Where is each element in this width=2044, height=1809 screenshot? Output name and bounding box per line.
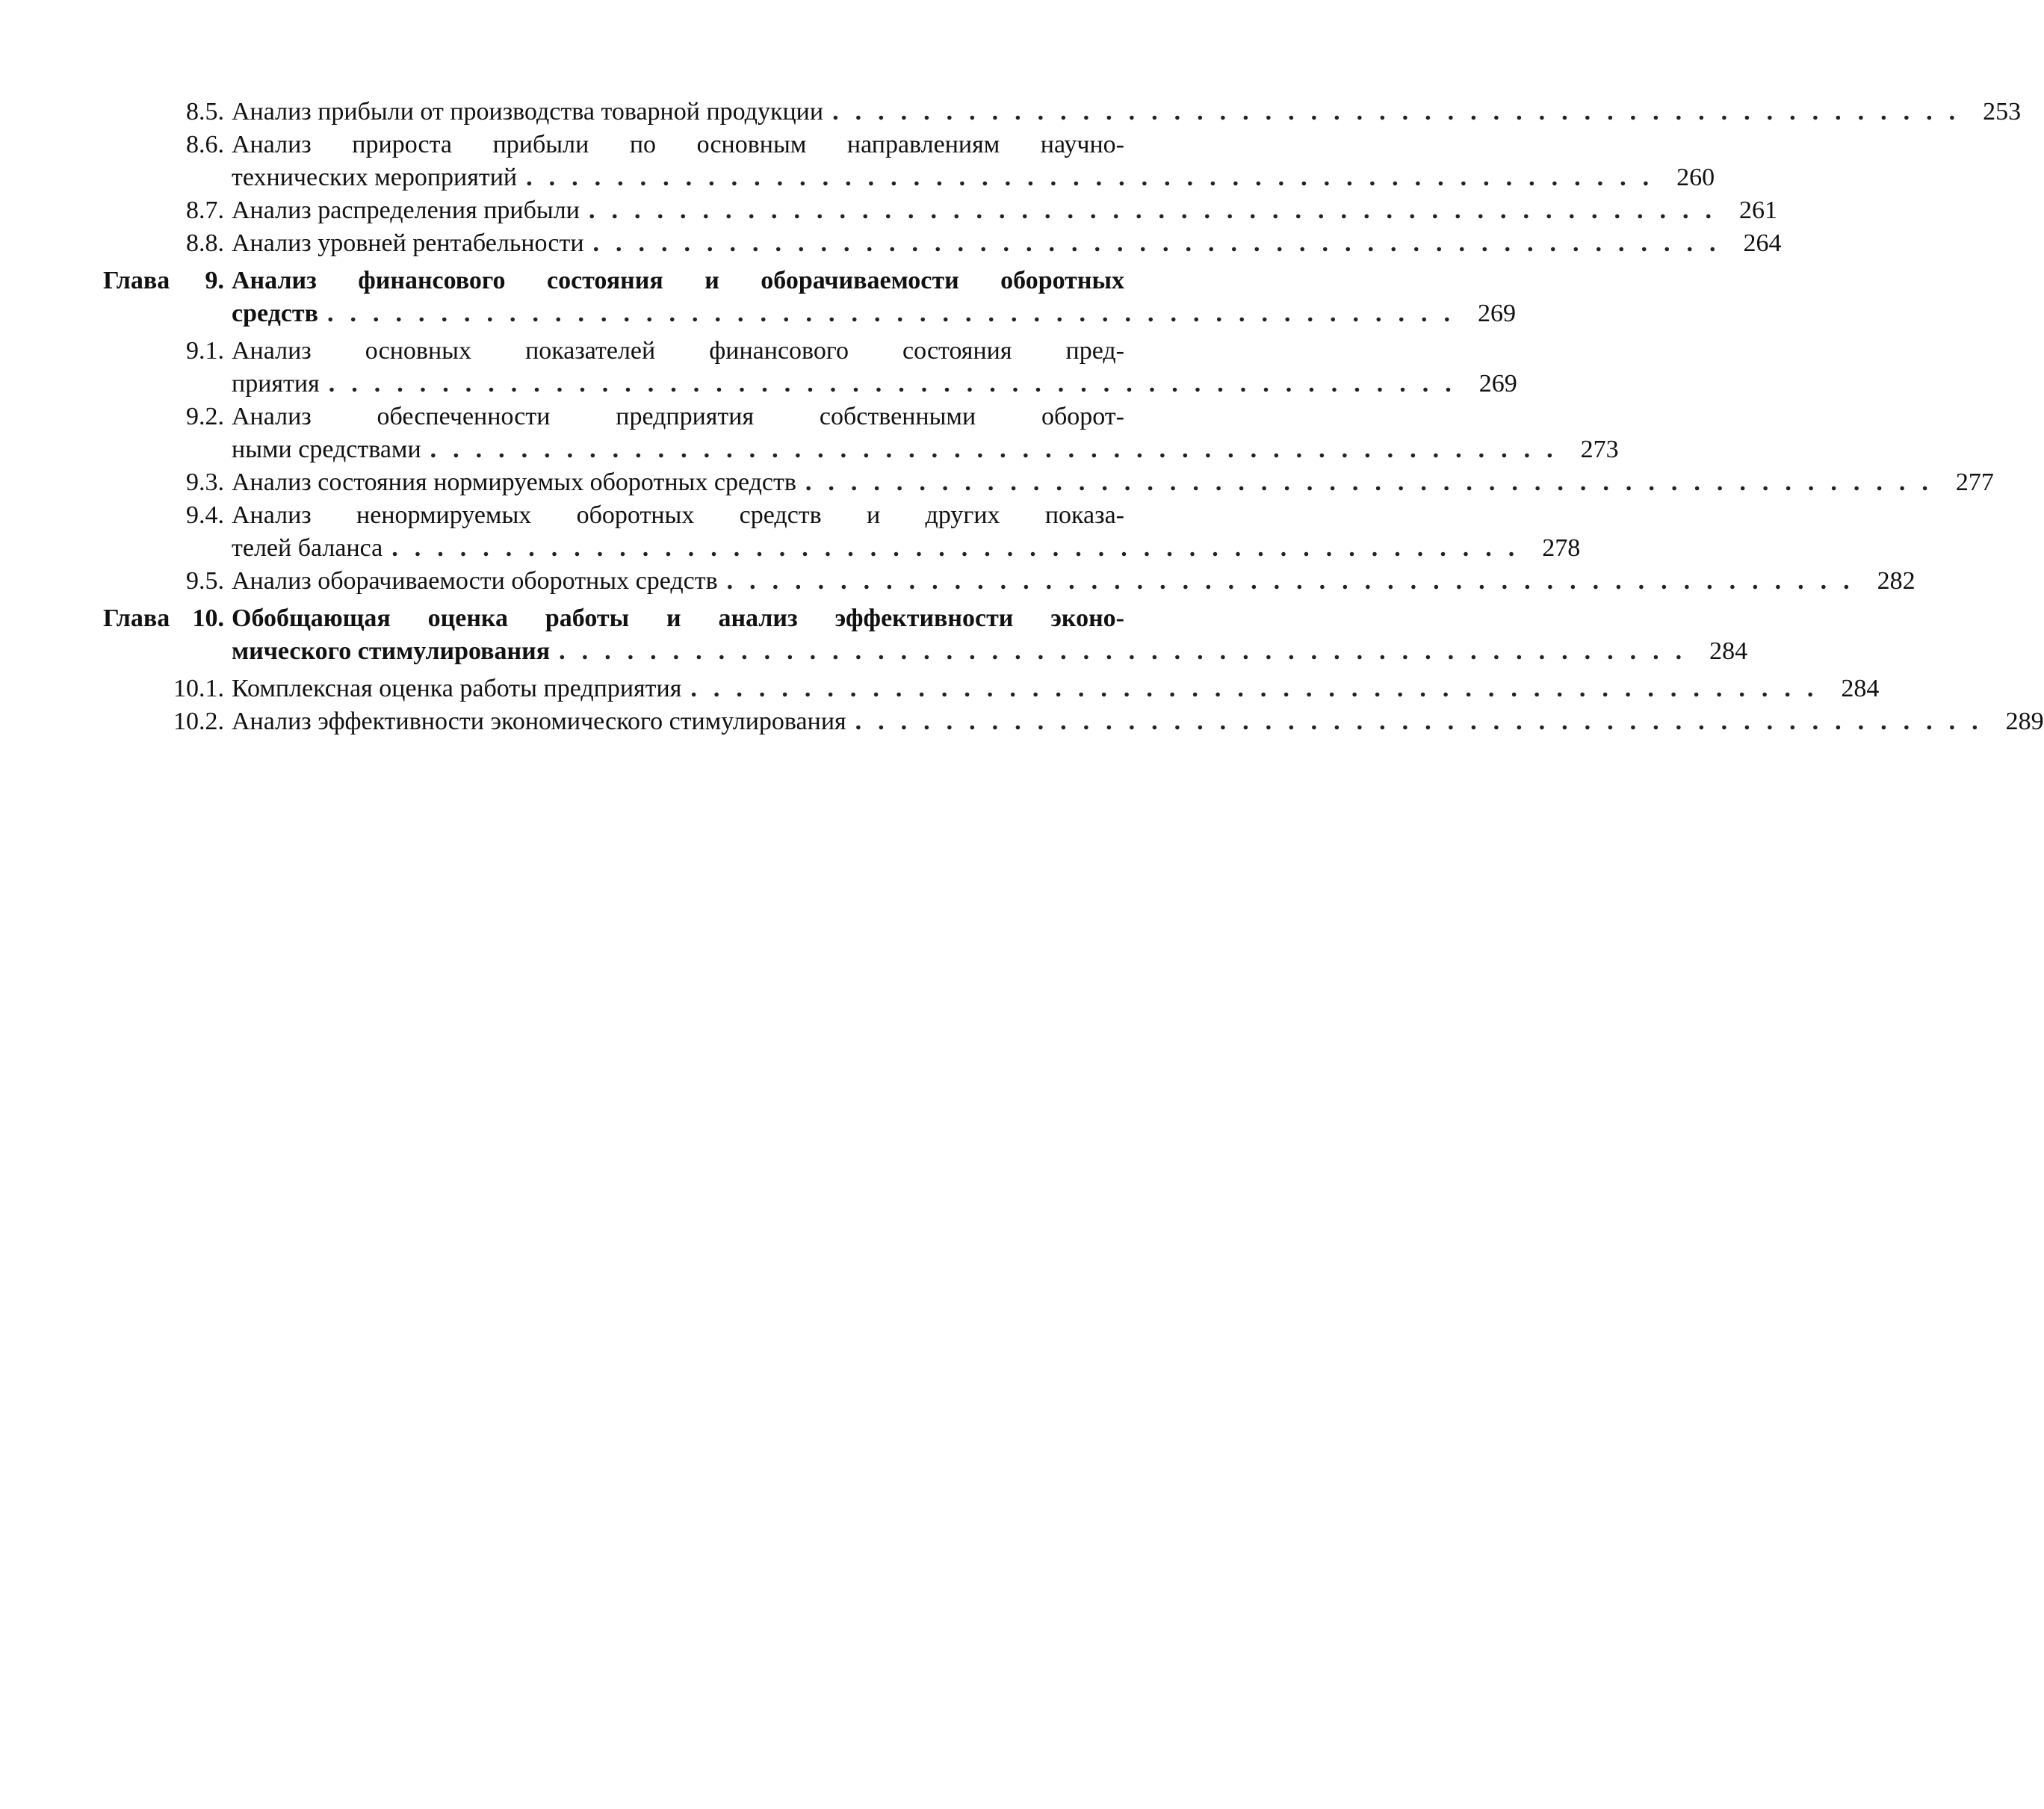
chapter-word: Глава	[103, 267, 170, 294]
toc-entry-9-1	[103, 335, 1517, 401]
leader-dots: ..................................................	[805, 469, 1945, 496]
entry-title-line: приятия	[232, 370, 320, 398]
entry-number: 8.8.	[186, 229, 224, 257]
leader-dots: ..................................................	[588, 197, 1728, 224]
toc-entry-10-1	[103, 672, 1880, 705]
entry-title-line: Анализ прироста прибыли по основным направлениям научно-	[232, 131, 1124, 158]
page-number: 264	[1743, 229, 1782, 257]
entry-number: 8.7.	[186, 197, 224, 224]
entry-title-line: Анализ основных показателей финансового состояния пред-	[232, 337, 1124, 365]
leader-dots: ..................................................	[559, 637, 1699, 665]
entry-number: 10.1.	[173, 675, 224, 702]
entry-title: Анализ распределения прибыли	[232, 197, 580, 224]
entry-title-line: Анализ обеспеченности предприятия собственными оборот-	[232, 403, 1124, 430]
page-number: 282	[1877, 567, 1916, 595]
toc-chapter-10	[103, 602, 1748, 668]
page-number: 277	[1955, 469, 1994, 496]
page-number: 269	[1478, 370, 1517, 398]
page-number: 269	[1478, 300, 1516, 327]
chapter-number: 10.	[192, 604, 224, 632]
entry-number: 9.5.	[186, 567, 224, 595]
leader-dots: ..................................................	[690, 675, 1830, 702]
leader-dots: ..................................................	[726, 567, 1866, 595]
toc-entry-8-5	[103, 96, 2022, 129]
toc-entry-9-4	[103, 499, 1581, 565]
page-number: 273	[1580, 436, 1619, 463]
page-number: 289	[2005, 708, 2044, 735]
chapter-word: Глава	[103, 604, 170, 632]
entry-title: Анализ оборачиваемости оборотных средств	[232, 567, 718, 595]
leader-dots: ..................................................	[855, 708, 1995, 735]
page-number: 284	[1841, 675, 1880, 702]
toc-chapter-9	[103, 265, 1516, 330]
entry-number: 9.2.	[186, 403, 224, 430]
leader-dots: ..................................................	[391, 534, 1532, 562]
toc-entry-9-3	[103, 466, 1994, 499]
entry-title-line: технических мероприятий	[232, 164, 518, 191]
entry-number: 10.2.	[173, 708, 224, 735]
toc-entry-8-8	[103, 227, 1782, 260]
leader-dots: ..................................................	[526, 164, 1666, 191]
leader-dots: ..................................................	[832, 98, 1972, 126]
entry-title-line: Анализ ненормируемых оборотных средств и других показа-	[232, 501, 1124, 529]
chapter-number: 9.	[205, 267, 224, 294]
entry-number: 9.1.	[186, 337, 224, 365]
leader-dots: ..................................................	[592, 229, 1732, 257]
toc-entry-9-2	[103, 401, 1619, 466]
toc-entry-9-5	[103, 565, 1916, 598]
entry-number: 9.4.	[186, 501, 224, 529]
page-number: 260	[1676, 164, 1715, 191]
page-number: 284	[1709, 637, 1748, 665]
chapter-label	[103, 602, 232, 635]
chapter-label	[103, 265, 232, 297]
entry-title: Комплексная оценка работы предприятия	[232, 675, 682, 702]
toc-entry-8-7	[103, 194, 1777, 227]
chapter-title-line: Анализ финансового состояния и оборачиваемости оборотных	[232, 267, 1124, 294]
entry-title: Анализ уровней рентабельности	[232, 229, 584, 257]
entry-number: 8.5.	[186, 98, 224, 126]
chapter-title-line: Обобщающая оценка работы и анализ эффективности эконо-	[232, 604, 1124, 632]
toc-entry-10-2	[103, 705, 2044, 738]
page-number: 253	[1983, 98, 2022, 126]
entry-number: 9.3.	[186, 469, 224, 496]
entry-title-line: ными средствами	[232, 436, 421, 463]
leader-dots: ..................................................	[430, 436, 1570, 463]
leader-dots: ..................................................	[328, 370, 1468, 398]
page-number: 278	[1542, 534, 1581, 562]
leader-dots: ..................................................	[327, 300, 1467, 327]
toc-entry-8-6	[103, 129, 1715, 194]
chapter-title-line: мического стимулирования	[232, 637, 551, 665]
entry-title: Анализ прибыли от производства товарной продукции	[232, 98, 824, 126]
chapter-title-line: средств	[232, 300, 318, 327]
entry-title-line: телей баланса	[232, 534, 383, 562]
page-number: 261	[1738, 197, 1777, 224]
entry-title: Анализ эффективности экономического стимулирования	[232, 708, 846, 735]
entry-number: 8.6.	[186, 131, 224, 158]
table-of-contents	[103, 96, 2044, 738]
entry-title: Анализ состояния нормируемых оборотных средств	[232, 469, 796, 496]
